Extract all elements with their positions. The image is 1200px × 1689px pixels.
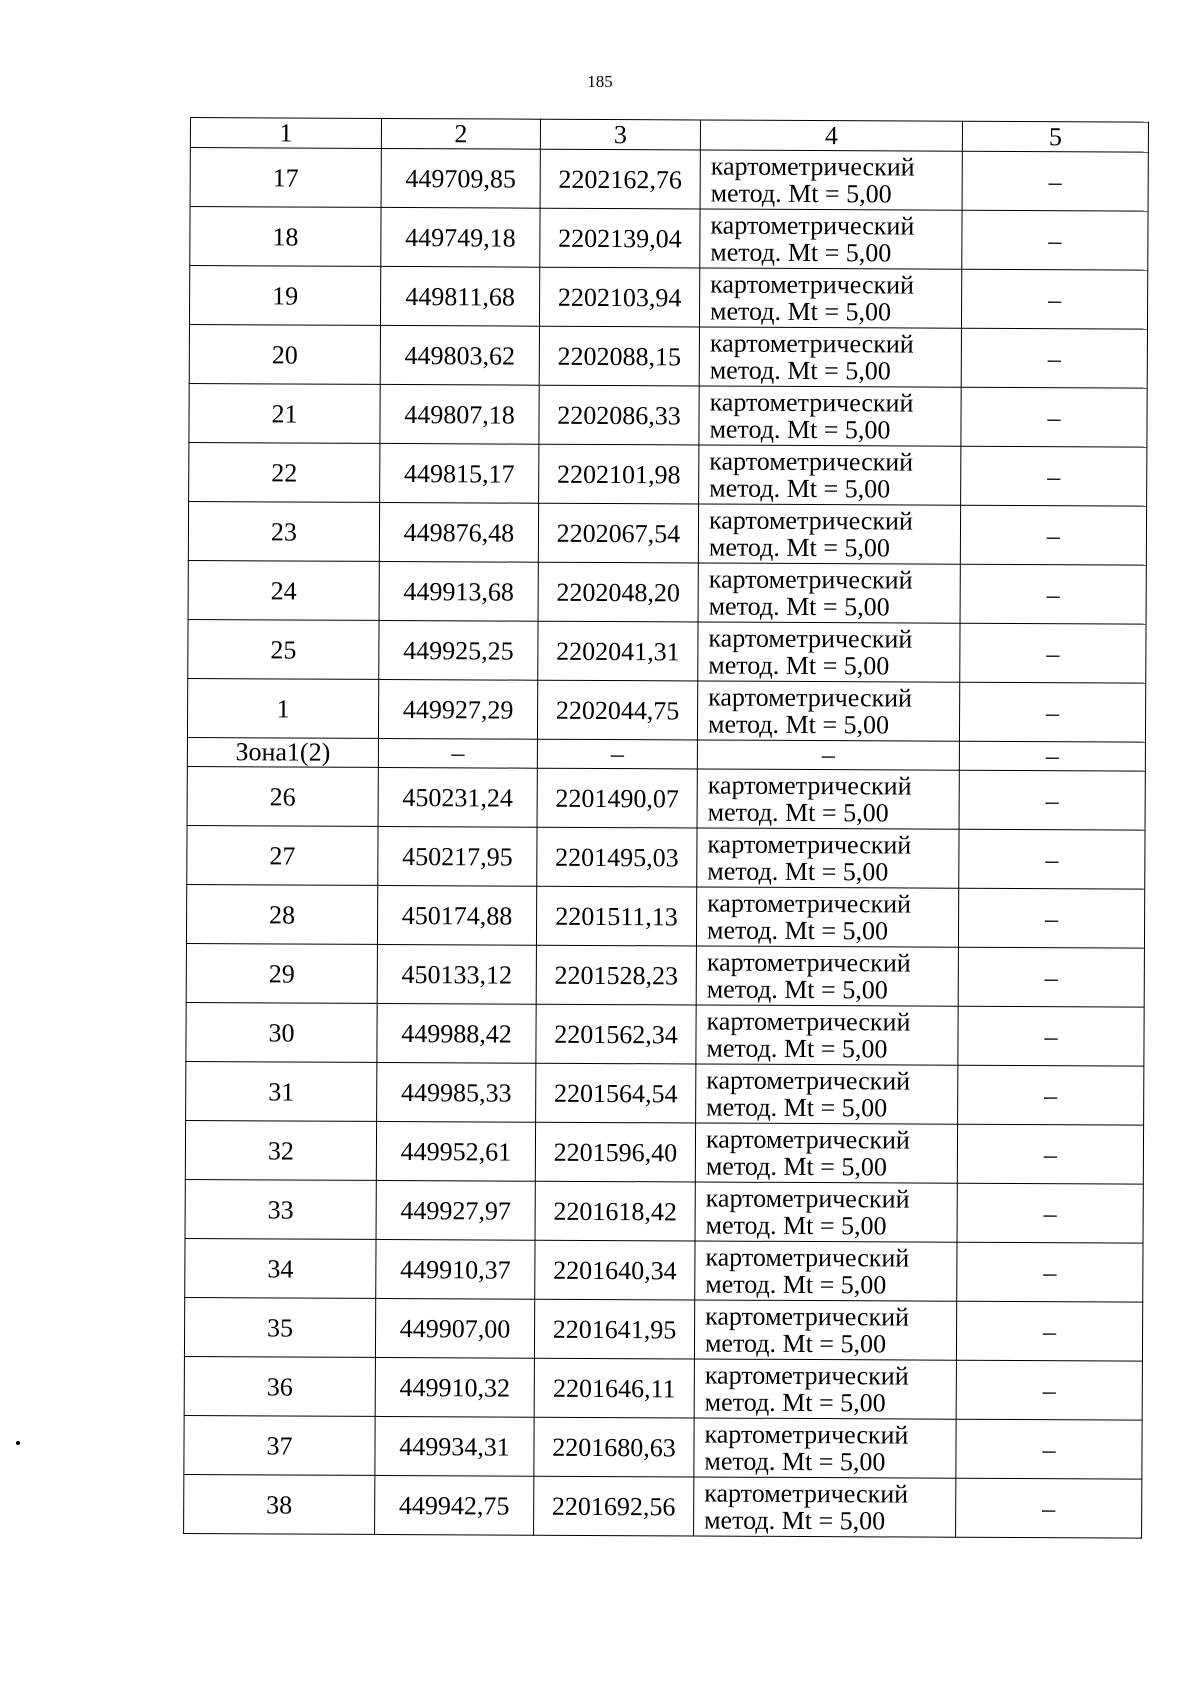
x-coordinate-cell: 449803,62 (380, 325, 539, 385)
point-number-cell: 34 (185, 1238, 376, 1298)
note-cell: – (961, 328, 1147, 388)
note-cell: – (956, 1419, 1142, 1479)
point-number-cell: 18 (190, 207, 381, 267)
method-cell: картометрический метод. Mt = 5,00 (696, 887, 958, 947)
table-row (187, 678, 1145, 742)
y-coordinate-cell: 2201641,95 (534, 1299, 694, 1359)
y-coordinate-cell: 2201528,23 (536, 945, 696, 1005)
point-number-cell: 27 (187, 825, 378, 885)
y-coordinate-cell: 2201511,13 (536, 886, 696, 946)
zone-y-cell: – (537, 739, 697, 769)
y-coordinate-cell: 2202067,54 (538, 503, 698, 563)
y-coordinate-cell: 2202101,98 (539, 444, 699, 504)
x-coordinate-cell: 449927,97 (376, 1180, 535, 1240)
x-coordinate-cell: 449876,48 (379, 502, 538, 562)
column-header-x: 2 (381, 118, 540, 149)
table-row (190, 207, 1148, 271)
y-coordinate-cell: 2202139,04 (540, 208, 700, 268)
x-coordinate-cell: 450231,24 (378, 767, 537, 827)
note-cell: – (961, 387, 1147, 447)
method-cell: картометрический метод. Mt = 5,00 (699, 386, 961, 446)
note-cell: – (960, 505, 1146, 565)
table-row (190, 148, 1148, 212)
table-row (185, 1120, 1143, 1184)
x-coordinate-cell: 449811,68 (380, 266, 539, 326)
point-number-cell: 19 (189, 266, 380, 326)
table-row (186, 943, 1144, 1007)
point-number-cell: 28 (186, 884, 377, 944)
table-row (185, 1179, 1143, 1243)
point-number-cell: 22 (189, 442, 380, 502)
method-cell: картометрический метод. Mt = 5,00 (698, 563, 960, 623)
method-cell: картометрический метод. Mt = 5,00 (700, 209, 962, 269)
page-number: 185 (587, 72, 613, 91)
x-coordinate-cell: 449910,32 (375, 1357, 534, 1417)
x-coordinate-cell: 449749,18 (381, 207, 540, 267)
x-coordinate-cell: 449985,33 (377, 1062, 536, 1122)
table-row (184, 1356, 1142, 1420)
point-number-cell: 35 (184, 1297, 375, 1357)
column-header-note: 5 (962, 121, 1148, 152)
method-cell: картометрический метод. Mt = 5,00 (697, 828, 959, 888)
y-coordinate-cell: 2202048,20 (538, 562, 698, 622)
column-header-y: 3 (540, 119, 700, 150)
table-row (189, 442, 1147, 506)
note-cell: – (956, 1478, 1142, 1538)
method-cell: картометрический метод. Mt = 5,00 (697, 681, 959, 741)
y-coordinate-cell: 2201692,56 (534, 1476, 694, 1536)
point-number-cell: 24 (188, 560, 379, 620)
coordinates-table-body (184, 118, 1149, 1539)
table-row (188, 560, 1146, 624)
point-number-cell: 21 (189, 383, 380, 443)
x-coordinate-cell: 449934,31 (375, 1416, 534, 1476)
table-row (189, 266, 1147, 330)
y-coordinate-cell: 2202041,31 (538, 621, 698, 681)
note-cell: – (958, 1065, 1144, 1125)
x-coordinate-cell: 449807,18 (380, 384, 539, 444)
method-cell: картометрический метод. Mt = 5,00 (699, 268, 961, 328)
table-row (188, 501, 1146, 565)
method-cell: картометрический метод. Mt = 5,00 (699, 327, 961, 387)
y-coordinate-cell: 2202088,15 (539, 326, 699, 386)
point-number-cell: 31 (186, 1061, 377, 1121)
note-cell: – (960, 623, 1146, 683)
y-coordinate-cell: 2201564,54 (536, 1063, 696, 1123)
y-coordinate-cell: 2202103,94 (539, 267, 699, 327)
note-cell: – (957, 1124, 1143, 1184)
point-number-cell: 36 (184, 1356, 375, 1416)
y-coordinate-cell: 2201596,40 (535, 1122, 695, 1182)
table-row (184, 1474, 1142, 1538)
note-cell: – (957, 1183, 1143, 1243)
note-cell: – (962, 151, 1148, 211)
column-header-method: 4 (700, 120, 962, 151)
note-cell: – (956, 1301, 1142, 1361)
y-coordinate-cell: 2201495,03 (537, 827, 697, 887)
method-cell: картометрический метод. Mt = 5,00 (700, 150, 962, 210)
point-number-cell: 32 (185, 1120, 376, 1180)
y-coordinate-cell: 2202044,75 (537, 680, 697, 740)
method-cell: картометрический метод. Mt = 5,00 (698, 504, 960, 564)
method-cell: картометрический метод. Mt = 5,00 (697, 769, 959, 829)
table-row (186, 1002, 1144, 1066)
method-cell: картометрический метод. Mt = 5,00 (694, 1477, 956, 1537)
table-row (186, 1061, 1144, 1125)
y-coordinate-cell: 2201490,07 (537, 768, 697, 828)
point-number-cell: 17 (190, 148, 381, 208)
table-row (186, 884, 1144, 948)
method-cell: картометрический метод. Mt = 5,00 (696, 946, 958, 1006)
table-header-row (190, 118, 1148, 153)
x-coordinate-cell: 449942,75 (375, 1475, 534, 1535)
table-row (187, 825, 1145, 889)
note-cell: – (961, 269, 1147, 329)
x-coordinate-cell: 449927,29 (378, 679, 537, 739)
table-row (184, 1415, 1142, 1479)
y-coordinate-cell: 2201618,42 (535, 1181, 695, 1241)
method-cell: картометрический метод. Mt = 5,00 (695, 1241, 957, 1301)
table-row (188, 619, 1146, 683)
table-row (184, 1297, 1142, 1361)
zone-label-cell: Зона1(2) (187, 737, 378, 767)
point-number-cell: 23 (188, 501, 379, 561)
point-number-cell: 25 (188, 619, 379, 679)
note-cell: – (961, 446, 1147, 506)
note-cell: – (958, 1006, 1144, 1066)
note-cell: – (958, 888, 1144, 948)
method-cell: картометрический метод. Mt = 5,00 (694, 1300, 956, 1360)
zone-row (187, 737, 1145, 771)
x-coordinate-cell: 450174,88 (377, 885, 536, 945)
point-number-cell: 33 (185, 1179, 376, 1239)
method-cell: картометрический метод. Mt = 5,00 (695, 1123, 957, 1183)
method-cell: картометрический метод. Mt = 5,00 (696, 1064, 958, 1124)
zone-note-cell: – (959, 741, 1145, 771)
note-cell: – (960, 564, 1146, 624)
note-cell: – (959, 682, 1145, 742)
method-cell: картометрический метод. Mt = 5,00 (694, 1418, 956, 1478)
y-coordinate-cell: 2201646,11 (534, 1358, 694, 1418)
method-cell: картометрический метод. Mt = 5,00 (695, 1182, 957, 1242)
method-cell: картометрический метод. Mt = 5,00 (698, 622, 960, 682)
x-coordinate-cell: 449925,25 (379, 620, 538, 680)
coordinates-table (183, 117, 1149, 1539)
point-number-cell: 20 (189, 324, 380, 384)
table-row (187, 766, 1145, 830)
column-header-number: 1 (190, 118, 381, 149)
x-coordinate-cell: 450217,95 (378, 826, 537, 886)
y-coordinate-cell: 2201680,63 (534, 1417, 694, 1477)
x-coordinate-cell: 449907,00 (375, 1298, 534, 1358)
note-cell: – (958, 947, 1144, 1007)
point-number-cell: 26 (187, 766, 378, 826)
y-coordinate-cell: 2201562,34 (536, 1004, 696, 1064)
point-number-cell: 38 (184, 1474, 375, 1534)
x-coordinate-cell: 449952,61 (376, 1121, 535, 1181)
note-cell: – (962, 210, 1148, 270)
x-coordinate-cell: 449913,68 (379, 561, 538, 621)
method-cell: картометрический метод. Mt = 5,00 (694, 1359, 956, 1419)
x-coordinate-cell: 449709,85 (381, 148, 540, 208)
x-coordinate-cell: 449988,42 (377, 1003, 536, 1063)
x-coordinate-cell: 449815,17 (380, 443, 539, 503)
x-coordinate-cell: 450133,12 (377, 944, 536, 1004)
note-cell: – (957, 1242, 1143, 1302)
table-row (185, 1238, 1143, 1302)
note-cell: – (956, 1360, 1142, 1420)
y-coordinate-cell: 2202162,76 (540, 149, 700, 209)
scan-speck (16, 1441, 20, 1445)
point-number-cell: 29 (186, 943, 377, 1003)
x-coordinate-cell: 449910,37 (376, 1239, 535, 1299)
method-cell: картометрический метод. Mt = 5,00 (696, 1005, 958, 1065)
y-coordinate-cell: 2202086,33 (539, 385, 699, 445)
method-cell: картометрический метод. Mt = 5,00 (699, 445, 961, 505)
point-number-cell: 37 (184, 1415, 375, 1475)
note-cell: – (959, 829, 1145, 889)
note-cell: – (959, 770, 1145, 830)
zone-x-cell: – (378, 738, 537, 768)
point-number-cell: 30 (186, 1002, 377, 1062)
y-coordinate-cell: 2201640,34 (535, 1240, 695, 1300)
point-number-cell: 1 (187, 678, 378, 738)
zone-method-cell: – (697, 740, 959, 770)
table-row (189, 383, 1147, 447)
table-row (189, 324, 1147, 388)
